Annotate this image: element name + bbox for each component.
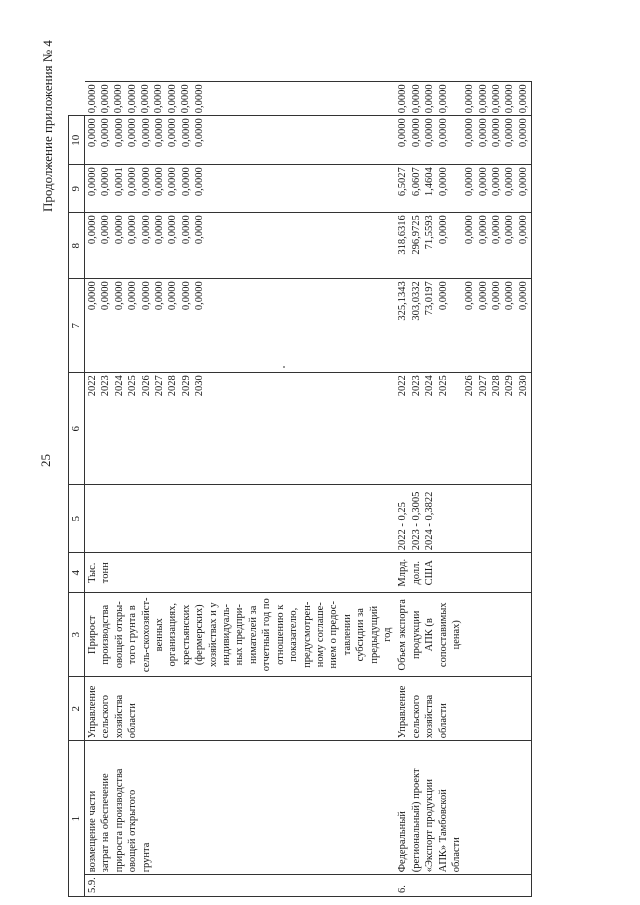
row-number: 6. (395, 875, 531, 897)
value: 0,0000 (87, 118, 98, 148)
value: 0,0000 (397, 118, 409, 148)
year-value: 2025 (437, 375, 449, 397)
indicator-cell (85, 593, 396, 677)
indicator-line: организациях, (167, 603, 179, 667)
value: 0,0000 (99, 84, 111, 114)
indicator-line: индивидуаль- (221, 604, 233, 666)
name-line: прироста производства (113, 768, 125, 873)
value: 0,0000 (153, 215, 165, 245)
value: 0,0000 (140, 118, 152, 148)
spacer (450, 281, 463, 370)
table-row (85, 82, 396, 897)
indicator-cell (395, 593, 531, 677)
value: 0,0000 (464, 281, 476, 311)
page-number: 25 (38, 454, 53, 467)
data-table (68, 81, 532, 897)
indicator-line: предусмотрен- (301, 601, 313, 668)
name-cell (395, 741, 531, 875)
value: 0,0000 (193, 84, 205, 114)
header-cell: 5 (69, 485, 85, 553)
name-line: области (450, 837, 462, 873)
unit-line: Тыс. (87, 562, 98, 583)
spacer (450, 118, 463, 162)
value: 0,0000 (504, 167, 516, 197)
header-cell: 8 (69, 213, 85, 279)
indicator-line: крестьянских (180, 604, 192, 665)
year-value: 2027 (153, 375, 165, 397)
value: 1,4604 (424, 167, 436, 197)
value: 0,0000 (127, 118, 139, 148)
name-line: Федеральный (397, 811, 409, 873)
value: 325,1343 (397, 281, 409, 321)
value: 0,0000 (153, 84, 165, 114)
value: 0,0000 (194, 215, 206, 245)
value: 0,0000 (437, 118, 449, 148)
value: 0,0000 (477, 84, 489, 114)
indicator-line: Объем экспорта (397, 599, 409, 671)
value: 0,0000 (180, 167, 192, 197)
year-value: 2028 (167, 375, 179, 397)
header-cell: 4 (69, 553, 85, 593)
value: 0,0000 (140, 215, 152, 245)
value: 0,0000 (477, 281, 489, 311)
executor-cell (85, 677, 396, 741)
col7-values (85, 213, 396, 279)
indicator-line: сель-скохозяйст- (140, 597, 152, 673)
value: 0,0000 (517, 215, 529, 245)
value: 73,0197 (424, 281, 436, 316)
value: 0,0000 (504, 281, 516, 311)
year-value: 2024 (113, 375, 125, 397)
years-cell (395, 373, 531, 485)
value: 0,0000 (180, 118, 192, 148)
value: 0,0000 (127, 215, 139, 245)
value: 0,0001 (113, 167, 125, 197)
value: 0,0000 (167, 215, 179, 245)
value: 0,0000 (194, 281, 206, 311)
indicator-line: Прирост (87, 615, 98, 654)
executor-line: Управление (397, 685, 409, 739)
spacer (450, 167, 463, 210)
indicator-line: отчетный год по (261, 598, 273, 672)
col7-values (395, 213, 531, 279)
value: 0,0000 (437, 281, 449, 311)
value: 0,0000 (87, 281, 98, 311)
executor-line: сельского (410, 694, 422, 739)
col9-values (395, 116, 531, 165)
value: 0,0000 (127, 167, 139, 197)
value: 0,0000 (437, 84, 449, 114)
value: 0,0000 (180, 84, 192, 114)
header-row (69, 82, 85, 897)
value: 0,0000 (140, 167, 152, 197)
table-row (395, 82, 531, 897)
indicator-line: ному соглаше- (314, 602, 326, 668)
value: 0,0000 (517, 84, 529, 114)
year-value: 2027 (477, 375, 489, 397)
value: 0,0000 (180, 281, 192, 311)
year-value: 2026 (140, 375, 152, 397)
base-cell (395, 485, 531, 553)
unit-cell (85, 553, 396, 593)
value: 0,0000 (424, 118, 436, 148)
value: 0,0000 (517, 167, 529, 197)
name-line: АПК» Тамбовской (437, 789, 449, 873)
executor-cell (395, 677, 531, 741)
indicator-line: АПК (в (424, 618, 436, 652)
header-cell: 9 (69, 165, 85, 213)
value: 0,0000 (491, 118, 503, 148)
value: 0,0000 (113, 118, 125, 148)
scan-speck (283, 366, 285, 368)
value: 0,0000 (477, 118, 489, 148)
value: 0,0000 (477, 167, 489, 197)
value: 318,6316 (397, 215, 409, 255)
value: 0,0000 (100, 167, 112, 197)
executor-line: хозяйства (424, 694, 436, 739)
base-line: 2023 - 0,3005 (410, 491, 422, 551)
year-value: 2028 (491, 375, 503, 397)
year-value: 2024 (424, 375, 436, 397)
value: 0,0000 (126, 84, 138, 114)
value: 0,0000 (491, 84, 503, 114)
year-value: 2030 (517, 375, 529, 397)
value: 0,0000 (477, 215, 489, 245)
indicator-line: сопоставимых (437, 602, 449, 668)
value: 0,0000 (167, 118, 179, 148)
col6-values (395, 279, 531, 373)
value: 0,0000 (87, 167, 98, 197)
indicator-line: нимателей за (247, 605, 259, 664)
executor-line: Управление (87, 685, 98, 739)
indicator-line: овощей откры- (113, 601, 125, 669)
year-value: 2030 (194, 375, 206, 397)
indicator-line: нием о предос- (328, 601, 340, 669)
indicator-line: год (381, 627, 393, 642)
value: 303,0332 (410, 281, 422, 321)
base-line: 2024 - 0,3822 (424, 491, 436, 551)
value: 0,0000 (167, 167, 179, 197)
col9-values (85, 116, 396, 165)
indicator-line: ценах) (450, 620, 462, 650)
value: 0,0000 (153, 167, 165, 197)
unit-line: США (424, 560, 436, 586)
value: 0,0000 (194, 118, 206, 148)
header-cell: 1 (69, 741, 85, 897)
value: 0,0000 (410, 118, 422, 148)
value: 6,0607 (410, 167, 422, 197)
indicator-line: ных предпри- (234, 604, 246, 666)
value: 0,0000 (113, 84, 125, 114)
value: 6,5027 (397, 167, 409, 197)
value: 0,0000 (140, 84, 152, 114)
col10-values (395, 82, 531, 116)
indicator-line: (фермерских) (194, 604, 206, 666)
value: 0,0000 (100, 215, 112, 245)
value: 0,0000 (517, 281, 529, 311)
value: 0,0000 (464, 215, 476, 245)
value: 0,0000 (491, 167, 503, 197)
value: 0,0000 (100, 118, 112, 148)
continuation-title: Продолжение приложения № 4 (40, 40, 55, 212)
value: 0,0000 (397, 84, 409, 114)
indicator-line: отношению к (274, 604, 286, 665)
name-line: грунта (140, 842, 152, 873)
value: 0,0000 (113, 215, 125, 245)
year-value: 2022 (87, 375, 98, 397)
indicator-line: тавлении (341, 614, 353, 656)
value: 0,0000 (180, 215, 192, 245)
name-cell (85, 741, 396, 875)
value: 0,0000 (491, 281, 503, 311)
value: 0,0000 (140, 281, 152, 311)
value: 0,0000 (437, 215, 449, 245)
base-cell (85, 485, 396, 553)
unit-cell (395, 553, 531, 593)
col6-values (85, 279, 396, 373)
base-line: 2022 - 0,25 (397, 502, 409, 551)
header-cell: 3 (69, 593, 85, 677)
indicator-line: венных (154, 618, 166, 652)
name-line: «Экспорт продукции (424, 779, 436, 873)
indicator-line: продукции (410, 610, 422, 659)
name-line: возмещение части (87, 790, 98, 873)
value: 0,0000 (194, 167, 206, 197)
header-cell: 2 (69, 677, 85, 741)
value: 0,0000 (166, 84, 178, 114)
header-cell: 7 (69, 279, 85, 373)
year-value: 2023 (100, 375, 112, 397)
value: 0,0000 (504, 84, 516, 114)
executor-line: хозяйства (113, 694, 125, 739)
unit-line: Млрд. (397, 558, 409, 587)
year-value: 2022 (397, 375, 409, 397)
value: 296,9725 (410, 215, 422, 255)
year-value: 2029 (180, 375, 192, 397)
value: 0,0000 (464, 84, 476, 114)
value: 0,0000 (517, 118, 529, 148)
name-line: (региональный) проект (410, 768, 422, 873)
indicator-line: хозяйствах и у (207, 602, 219, 668)
value: 0,0000 (127, 281, 139, 311)
spacer (450, 84, 463, 113)
value: 0,0000 (491, 215, 503, 245)
indicator-line: показателю, (288, 607, 300, 662)
executor-line: области (127, 703, 139, 739)
value: 0,0000 (437, 167, 449, 197)
value: 0,0000 (153, 118, 165, 148)
value: 0,0000 (87, 215, 98, 245)
col10-values (85, 82, 396, 116)
indicator-line: предыдущий (368, 605, 380, 664)
year-value: 2023 (410, 375, 422, 397)
unit-line: долл. (410, 560, 422, 585)
years-cell (85, 373, 396, 485)
executor-line: области (437, 703, 449, 739)
value: 71,5593 (424, 215, 436, 250)
header-cell: 10 (69, 116, 85, 165)
spacer (450, 375, 463, 482)
spacer (450, 215, 463, 276)
value: 0,0000 (464, 167, 476, 197)
value: 0,0000 (113, 281, 125, 311)
executor-line: сельского (100, 694, 112, 739)
name-line: затрат на обеспечение (100, 773, 112, 873)
header-cell: 6 (69, 373, 85, 485)
value: 0,0000 (86, 84, 98, 114)
value: 0,0000 (504, 118, 516, 148)
value: 0,0000 (424, 84, 436, 114)
row-number: 5.9. (85, 875, 396, 897)
value: 0,0000 (410, 84, 422, 114)
value: 0,0000 (100, 281, 112, 311)
value: 0,0000 (167, 281, 179, 311)
unit-line: тонн (100, 562, 112, 584)
indicator-line: того грунта в (127, 605, 139, 665)
year-value: 2029 (504, 375, 516, 397)
indicator-line: субсидии за (355, 608, 367, 662)
value: 0,0000 (464, 118, 476, 148)
col8-values (85, 165, 396, 213)
name-line: овощей открытого (127, 789, 139, 873)
indicator-line: производства (100, 604, 112, 665)
value: 0,0000 (504, 215, 516, 245)
value: 0,0000 (153, 281, 165, 311)
col8-values (395, 165, 531, 213)
year-value: 2026 (464, 375, 476, 397)
year-value: 2025 (127, 375, 139, 397)
